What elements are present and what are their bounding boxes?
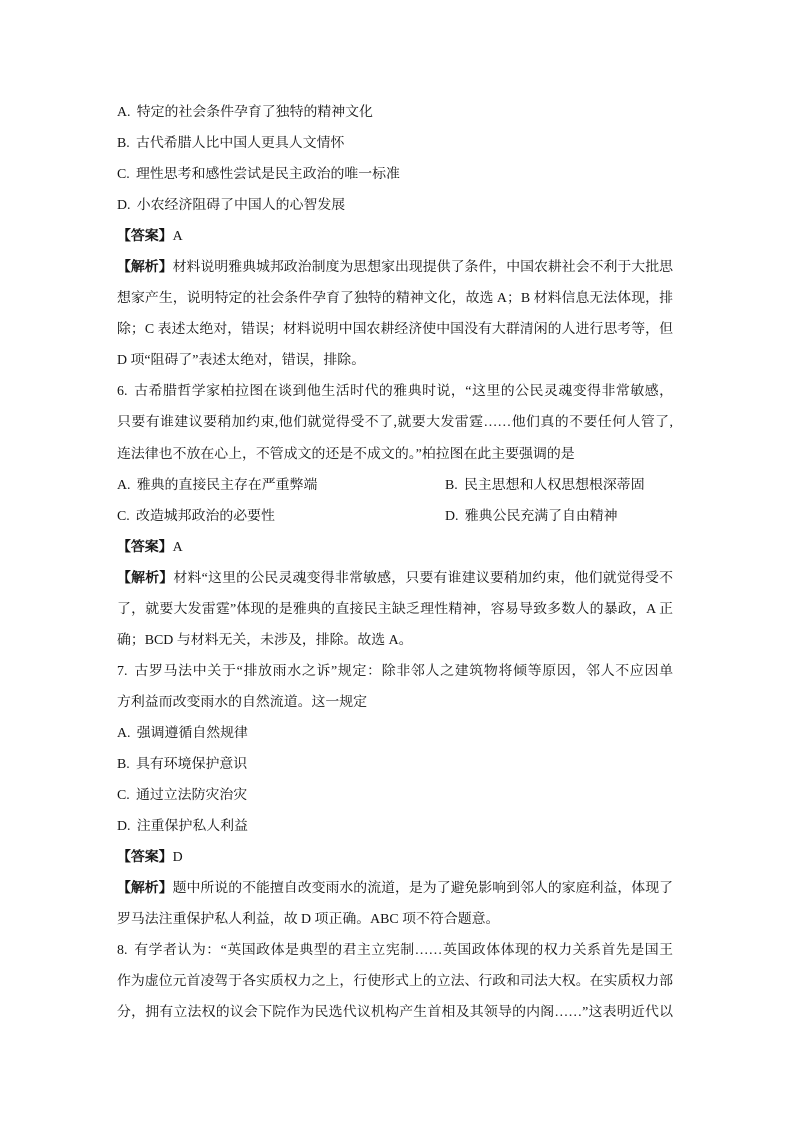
option-text: 雅典的直接民主存在严重弊端 [136,477,318,493]
q7-stem-line [117,656,673,687]
q8-stem-line: 分，拥有立法权的议会下院作为民选代议机构产生首相及其领导的内阁……”这表明近代以 [117,1005,673,1021]
option-letter: D. [117,198,131,214]
q6-options-row [117,501,673,532]
option-text: 小农经济阻碍了中国人的心智发展 [136,198,346,214]
q5-answer [117,221,673,252]
q5-option-b [117,128,673,159]
q6-stem-line: 连法律也不放在心上，不管成文的还是不成文的。”柏拉图在此主要强调的是 [117,446,575,462]
q5-analysis-line: 除；C 表述太绝对，错误；材料说明中国农耕经济使中国没有大群清闲的人进行思考等，但 [117,322,673,338]
analysis-text: 材料“这里的公民灵魂变得非常敏感，只要有谁建议要稍加约束，他们就觉得受不 [173,570,673,586]
q7-option-d [117,811,673,842]
question-number: 6. [117,384,128,400]
option-letter: B. [117,756,130,772]
q6-option-c [117,501,275,532]
option-text: 理性思考和感性尝试是民主政治的唯一标准 [136,167,400,183]
option-text: 民主思想和人权思想根深蒂固 [464,477,645,493]
q6-answer [117,532,673,563]
q6-option-a [117,470,317,501]
q6-analysis-line: 了，就要大发雷霆”体现的是雅典的直接民主缺乏理性精神，容易导致多数人的暴政，A 正 [117,601,673,617]
answer-value: D [172,850,183,866]
analysis-label: 【解析】 [117,260,173,276]
q5-option-d [117,190,673,221]
q6-stem-line: 只要有谁建议要稍加约束,他们就觉得受不了,就要大发雷霆……他们真的不要任何人管了, [117,415,673,431]
q6-analysis-line: 确；BCD 与材料无关，未涉及，排除。故选 A。 [117,632,413,648]
stem-text: 古希腊哲学家柏拉图在谈到他生活时代的雅典时说，“这里的公民灵魂变得非常敏感， [133,384,673,400]
analysis-label: 【解析】 [117,881,173,897]
option-letter: C. [117,508,130,524]
option-text: 强调遵循自然规律 [136,725,248,741]
q7-stem-line: 方利益而改变雨水的自然流道。这一规定 [117,694,368,710]
q5-option-c [117,159,673,190]
option-letter: D. [117,819,131,835]
option-text: 古代希腊人比中国人更具人文情怀 [136,136,345,152]
q7-analysis-line [117,873,673,904]
q5-analysis-line [117,252,673,283]
analysis-text: 材料说明雅典城邦政治制度为思想家出现提供了条件，中国农耕社会不利于大批思 [172,260,673,276]
stem-text: 古罗马法中关于“排放雨水之诉”规定：除非邻人之建筑物将倾等原因，邻人不应因单 [133,663,673,679]
answer-value: A [172,539,183,555]
q8-stem-line [117,935,673,966]
q8-stem-line: 作为虚位元首凌驾于各实质权力之上，行使形式上的立法、行政和司法大权。在实质权力部 [117,974,673,990]
analysis-label: 【解析】 [117,570,174,586]
option-letter: C. [117,167,130,183]
option-text: 注重保护私人利益 [136,819,248,835]
q6-stem-line [117,376,673,407]
answer-label: 【答案】 [117,539,173,555]
q6-analysis-line [117,563,673,594]
question-number: 7. [117,663,128,679]
option-letter: A. [117,725,131,741]
q5-analysis-line: D 项“阻碍了”表述太绝对，错误，排除。 [117,353,366,369]
q7-option-b [117,749,673,780]
option-text: 具有环境保护意识 [136,756,248,772]
option-letter: A. [117,105,131,120]
q7-answer [117,842,673,873]
option-letter: C. [117,788,130,804]
answer-label: 【答案】 [117,850,173,866]
option-text: 改造城邦政治的必要性 [136,508,275,524]
question-number: 8. [117,943,128,959]
q6-options-row [117,470,673,501]
q7-option-c [117,780,673,811]
option-text: 通过立法防灾治灾 [136,788,248,804]
option-letter: D. [445,508,459,524]
q5-option-a [117,97,673,128]
option-text: 雅典公民充满了自由精神 [464,508,618,524]
q5-analysis-line: 想家产生，说明特定的社会条件孕育了独特的精神文化，故选 A；B 材料信息无法体现，排 [117,291,673,307]
q6-option-b [445,470,645,501]
q7-option-a [117,718,673,749]
option-letter: B. [117,136,130,152]
page-content [117,97,673,1028]
option-letter: A. [117,477,131,493]
answer-value: A [172,229,183,245]
analysis-text: 题中所说的不能擅自改变雨水的流道，是为了避免影响到邻人的家庭利益，体现了 [172,881,673,897]
answer-label: 【答案】 [117,229,173,245]
q6-option-d [445,501,618,532]
option-letter: B. [445,477,458,493]
q7-analysis-line: 罗马法注重保护私人利益，故 D 项正确。ABC 项不符合题意。 [117,912,500,928]
stem-text: 有学者认为：“英国政体是典型的君主立宪制……英国政体体现的权力关系首先是国王 [133,943,673,959]
option-text: 特定的社会条件孕育了独特的精神文化 [136,105,373,120]
